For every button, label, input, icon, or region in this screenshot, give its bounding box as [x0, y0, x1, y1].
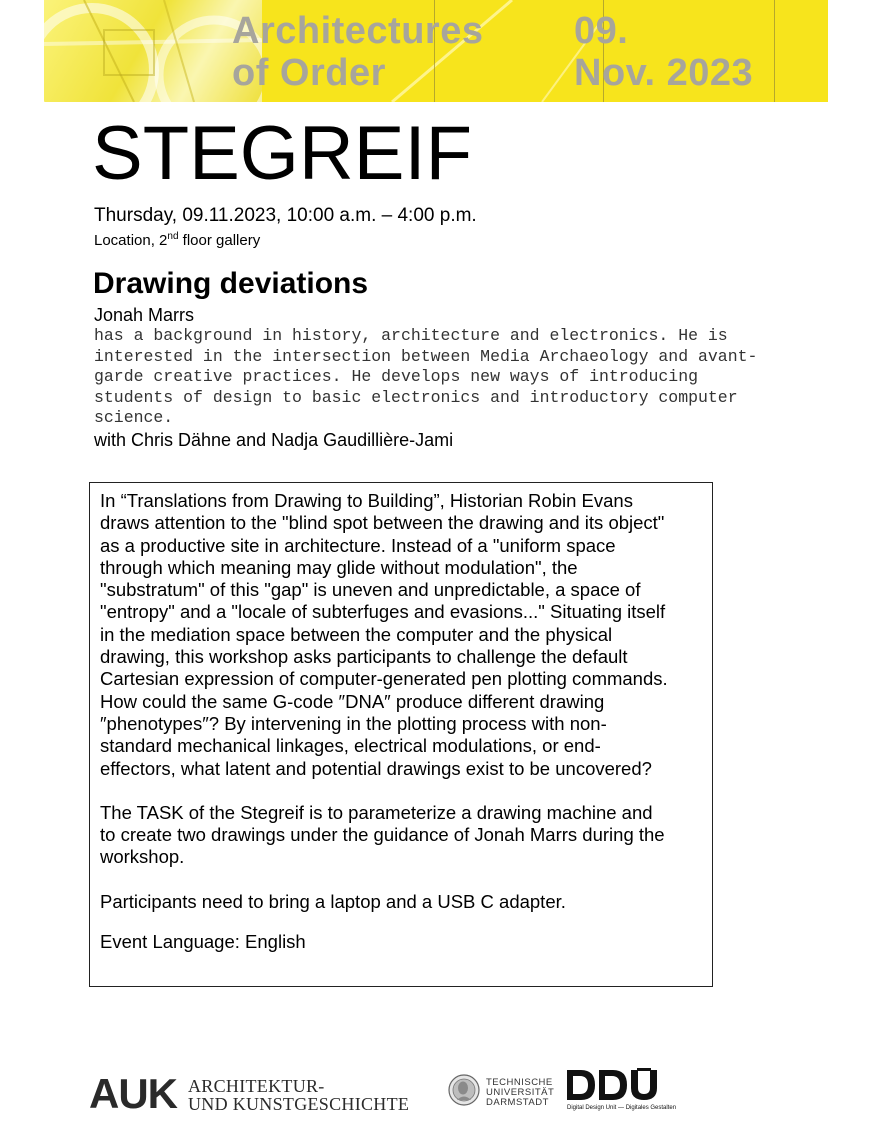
- ddu-logo: [565, 1068, 677, 1111]
- task-paragraph: The TASK of the Stegreif is to parameterize a drawing machine and to create two drawings under the guidance of Jonah Marrs during the workshop.: [100, 801, 665, 868]
- event-location: Location, 2nd floor gallery: [94, 231, 261, 249]
- banner-photo: [44, 0, 262, 102]
- tu-darmstadt-name: TECHNISCHE UNIVERSITÄT DARMSTADT: [486, 1077, 555, 1108]
- speaker-name: Jonah Marrs: [94, 305, 195, 325]
- auk-logo-line2: UND KUNSTGESCHICHTE: [188, 1094, 410, 1114]
- bio-line: interested in the intersection between Media Archaeology and avant-: [94, 346, 758, 366]
- tu-darmstadt-seal-icon: [448, 1073, 480, 1107]
- event-datetime: Thursday, 09.11.2023, 10:00 a.m. – 4:00 p.m.: [94, 205, 477, 226]
- banner-date: 09. Nov. 2023: [574, 10, 754, 94]
- ddu-logo-mark: [565, 1068, 661, 1102]
- language-paragraph: Event Language: English: [100, 931, 306, 953]
- description-box: [89, 482, 713, 987]
- banner-title: Architectures of Order: [232, 10, 484, 94]
- event-title: Drawing deviations: [93, 267, 369, 300]
- requirements-paragraph: Participants need to bring a laptop and a USB C adapter.: [100, 890, 566, 912]
- speaker-bio: [94, 326, 814, 429]
- page-title: STEGREIF: [92, 111, 473, 196]
- auk-logo-letters: AUK: [89, 1070, 177, 1117]
- collaborators: with Chris Dähne and Nadja Gaudillière-Jami: [94, 430, 454, 450]
- bio-line: students of design to basic electronics and introductory computer: [94, 387, 738, 407]
- ddu-logo-caption: Digital Design Unit — Digitales Gestalten: [567, 1105, 677, 1111]
- banner-arch-drawing: [44, 0, 262, 102]
- bio-line: science.: [94, 408, 174, 427]
- description-paragraph: In “Translations from Drawing to Building”, Historian Robin Evans draws attention to the "blind spot between the drawing and its object" as a productive site in architecture. Instead of a "uniform space through which meaning may glide without modulation", the "substratum" of this "gap" is uneven and unpredictable, a space of "entropy" and a "locale of subterfuges and evasions..." Situating itself in the mediation space between the computer and the physical drawing, this workshop asks participants to challenge the default Cartesian expression of computer-generated pen plotting commands. How could the same G-code ″DNA″ produce different drawing ″phenotypes″? By intervening in the plotting process with non- standard mechanical linkages, electrical modulations, or end- effectors, what latent and potential drawings exist to be uncovered?: [100, 490, 668, 779]
- bio-line: has a background in history, architecture and electronics. He is: [94, 326, 728, 345]
- auk-logo-line1: ARCHITEKTUR-: [188, 1076, 325, 1096]
- banner-divider: [774, 0, 775, 102]
- bio-line: garde creative practices. He develops new ways of introducing: [94, 367, 698, 386]
